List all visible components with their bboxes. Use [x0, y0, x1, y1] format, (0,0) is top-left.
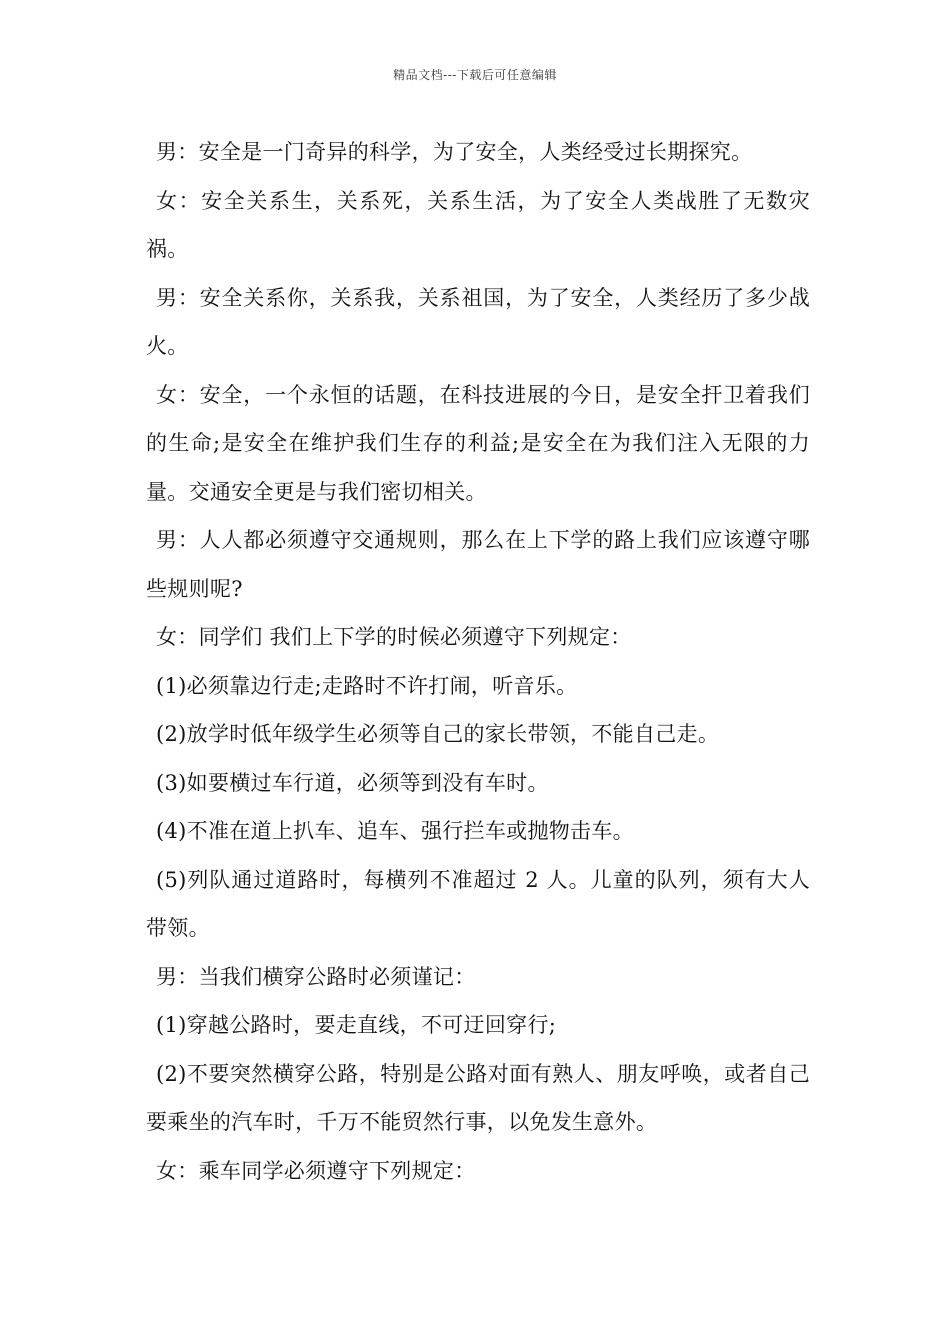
list-item: (3)如要横过车行道，必须等到没有车时。	[156, 770, 549, 795]
paragraph: 男：人人都必须遵守交通规则，那么在上下学的路上我们应该遵守哪些规则呢?	[146, 528, 810, 601]
page-header: 精品文档---下载后可任意编辑	[393, 68, 557, 82]
paragraph: 女：安全，一个永恒的话题，在科技进展的今日，是安全扞卫着我们的生命;是安全在维护我们生存的利益;是安全在为我们注入无限的力量。交通安全更是与我们密切相关。	[146, 382, 810, 504]
list-item: (1)必须靠边行走;走路时不许打闹，听音乐。	[156, 673, 578, 698]
paragraph: 男：当我们横穿公路时必须谨记：	[156, 964, 476, 989]
paragraph: 女：乘车同学必须遵守下列规定：	[156, 1158, 476, 1183]
list-item: (2)放学时低年级学生必须等自己的家长带领，不能自己走。	[156, 722, 720, 746]
paragraph: 女：同学们 我们上下学的时候必须遵守下列规定：	[156, 625, 632, 649]
document-body	[146, 128, 810, 1195]
paragraph: 女：安全关系生，关系死，关系生活，为了安全人类战胜了无数灾祸。	[146, 188, 810, 261]
list-item: (4)不准在道上扒车、追车、强行拦车或抛物击车。	[156, 819, 634, 843]
paragraph: 男：安全是一门奇异的科学，为了安全，人类经受过长期探究。	[156, 140, 753, 164]
list-item: (2)不要突然横穿公路，特别是公路对面有熟人、朋友呼唤，或者自己要乘坐的汽车时，千万不能贸然行事，以免发生意外。	[146, 1061, 810, 1134]
paragraph: 男：安全关系你，关系我，关系祖国，为了安全，人类经历了多少战火。	[146, 285, 810, 358]
list-item: (1)穿越公路时，要走直线，不可迂回穿行;	[156, 1013, 557, 1037]
list-item: (5)列队通过道路时，每横列不准超过 2 人。儿童的队列，须有大人带领。	[146, 867, 810, 940]
